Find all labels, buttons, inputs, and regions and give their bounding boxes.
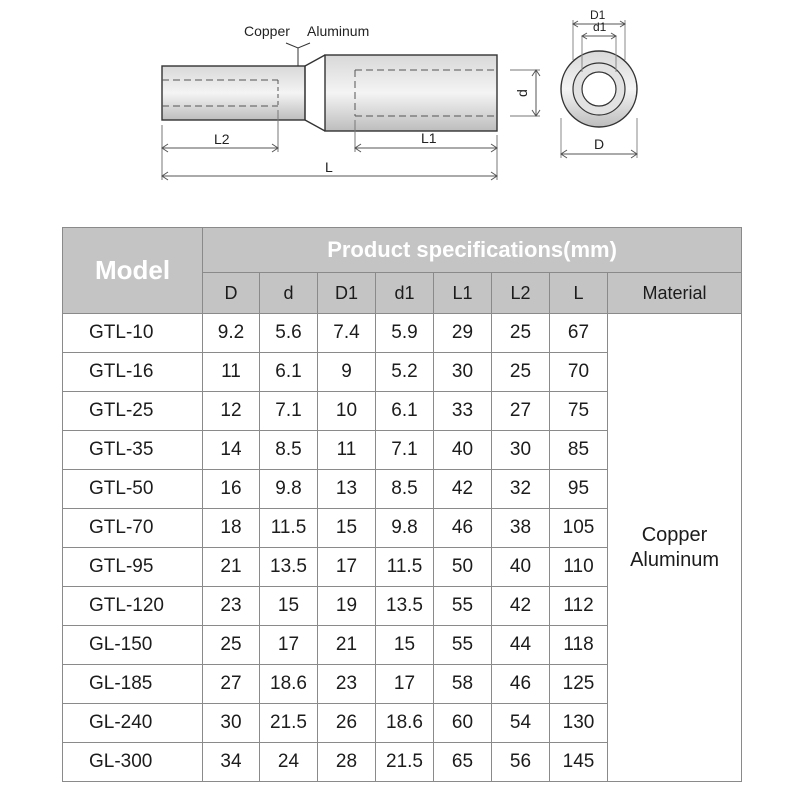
- model-cell: GL-150: [63, 626, 203, 665]
- aluminum-section: [325, 55, 497, 131]
- model-cell: GL-185: [63, 665, 203, 704]
- value-cell-d1: 21.5: [376, 743, 434, 782]
- value-cell-L: 70: [550, 353, 608, 392]
- value-cell-L2: 38: [492, 509, 550, 548]
- value-cell-L1: 29: [434, 314, 492, 353]
- value-cell-d1: 15: [376, 626, 434, 665]
- value-cell-d: 11.5: [260, 509, 318, 548]
- model-cell: GTL-95: [63, 548, 203, 587]
- col-header-L: L: [550, 273, 608, 314]
- value-cell-L1: 42: [434, 470, 492, 509]
- end-view-bore: [582, 72, 616, 106]
- value-cell-L: 67: [550, 314, 608, 353]
- value-cell-L: 145: [550, 743, 608, 782]
- value-cell-D1: 17: [318, 548, 376, 587]
- connector-drawing: [0, 0, 800, 215]
- value-cell-L2: 44: [492, 626, 550, 665]
- value-cell-L2: 56: [492, 743, 550, 782]
- value-cell-d: 18.6: [260, 665, 318, 704]
- value-cell-L1: 50: [434, 548, 492, 587]
- value-cell-D1: 26: [318, 704, 376, 743]
- copper-section: [162, 66, 305, 120]
- value-cell-L1: 65: [434, 743, 492, 782]
- value-cell-D1: 23: [318, 665, 376, 704]
- value-cell-D: 16: [203, 470, 260, 509]
- value-cell-L2: 30: [492, 431, 550, 470]
- value-cell-L: 105: [550, 509, 608, 548]
- model-cell: GTL-35: [63, 431, 203, 470]
- value-cell-d1: 18.6: [376, 704, 434, 743]
- col-header-d: d: [260, 273, 318, 314]
- value-cell-D: 21: [203, 548, 260, 587]
- col-header-d1: d1: [376, 273, 434, 314]
- col-header-D: D: [203, 273, 260, 314]
- value-cell-d1: 8.5: [376, 470, 434, 509]
- value-cell-d: 7.1: [260, 392, 318, 431]
- value-cell-L: 95: [550, 470, 608, 509]
- value-cell-L1: 60: [434, 704, 492, 743]
- value-cell-L2: 46: [492, 665, 550, 704]
- value-cell-L2: 25: [492, 314, 550, 353]
- model-cell: GTL-70: [63, 509, 203, 548]
- D1-label: D1: [590, 8, 606, 22]
- value-cell-L2: 32: [492, 470, 550, 509]
- value-cell-d1: 11.5: [376, 548, 434, 587]
- value-cell-d1: 17: [376, 665, 434, 704]
- value-cell-d1: 13.5: [376, 587, 434, 626]
- model-cell: GTL-10: [63, 314, 203, 353]
- value-cell-L2: 27: [492, 392, 550, 431]
- value-cell-D: 18: [203, 509, 260, 548]
- value-cell-d: 8.5: [260, 431, 318, 470]
- value-cell-d1: 9.8: [376, 509, 434, 548]
- value-cell-L: 125: [550, 665, 608, 704]
- value-cell-L1: 46: [434, 509, 492, 548]
- D-label: D: [594, 136, 605, 152]
- col-header-material: Material: [608, 273, 742, 314]
- material-line-aluminum: Aluminum: [630, 548, 719, 571]
- value-cell-d: 6.1: [260, 353, 318, 392]
- value-cell-L: 110: [550, 548, 608, 587]
- value-cell-d1: 7.1: [376, 431, 434, 470]
- value-cell-D: 30: [203, 704, 260, 743]
- value-cell-L2: 40: [492, 548, 550, 587]
- value-cell-d: 24: [260, 743, 318, 782]
- model-header: Model: [63, 228, 203, 314]
- value-cell-D: 23: [203, 587, 260, 626]
- value-cell-d: 21.5: [260, 704, 318, 743]
- copper-label: Copper: [244, 23, 290, 39]
- value-cell-D: 34: [203, 743, 260, 782]
- value-cell-L1: 58: [434, 665, 492, 704]
- value-cell-L1: 55: [434, 587, 492, 626]
- model-cell: GTL-50: [63, 470, 203, 509]
- value-cell-d: 9.8: [260, 470, 318, 509]
- value-cell-L: 130: [550, 704, 608, 743]
- value-cell-D1: 7.4: [318, 314, 376, 353]
- model-cell: GL-300: [63, 743, 203, 782]
- value-cell-L: 112: [550, 587, 608, 626]
- value-cell-d: 5.6: [260, 314, 318, 353]
- spec-header: Product specifications(mm): [203, 228, 742, 273]
- value-cell-L: 75: [550, 392, 608, 431]
- value-cell-L1: 55: [434, 626, 492, 665]
- value-cell-D: 14: [203, 431, 260, 470]
- value-cell-d1: 5.2: [376, 353, 434, 392]
- col-header-D1: D1: [318, 273, 376, 314]
- table-row: [63, 314, 742, 353]
- model-cell: GL-240: [63, 704, 203, 743]
- value-cell-D: 11: [203, 353, 260, 392]
- value-cell-d: 15: [260, 587, 318, 626]
- value-cell-D1: 9: [318, 353, 376, 392]
- material-cell: [608, 314, 742, 782]
- L1-label: L1: [421, 130, 437, 146]
- value-cell-L2: 42: [492, 587, 550, 626]
- value-cell-L2: 25: [492, 353, 550, 392]
- d-label: d: [514, 89, 530, 97]
- connector-diagram: [0, 0, 800, 215]
- value-cell-d1: 6.1: [376, 392, 434, 431]
- model-cell: GTL-120: [63, 587, 203, 626]
- value-cell-L1: 30: [434, 353, 492, 392]
- value-cell-D1: 28: [318, 743, 376, 782]
- value-cell-L2: 54: [492, 704, 550, 743]
- value-cell-L: 85: [550, 431, 608, 470]
- value-cell-D: 12: [203, 392, 260, 431]
- value-cell-D1: 11: [318, 431, 376, 470]
- value-cell-d: 13.5: [260, 548, 318, 587]
- L2-label: L2: [214, 131, 230, 147]
- aluminum-label: Aluminum: [307, 23, 370, 39]
- value-cell-L1: 40: [434, 431, 492, 470]
- value-cell-L1: 33: [434, 392, 492, 431]
- value-cell-D1: 15: [318, 509, 376, 548]
- spec-table: [62, 227, 742, 782]
- value-cell-L: 118: [550, 626, 608, 665]
- material-line-copper: Copper: [641, 523, 708, 546]
- value-cell-D: 25: [203, 626, 260, 665]
- value-cell-D1: 21: [318, 626, 376, 665]
- value-cell-D1: 19: [318, 587, 376, 626]
- model-cell: GTL-16: [63, 353, 203, 392]
- value-cell-d: 17: [260, 626, 318, 665]
- col-header-L2: L2: [492, 273, 550, 314]
- value-cell-D: 9.2: [203, 314, 260, 353]
- value-cell-d1: 5.9: [376, 314, 434, 353]
- value-cell-D: 27: [203, 665, 260, 704]
- model-cell: GTL-25: [63, 392, 203, 431]
- value-cell-D1: 13: [318, 470, 376, 509]
- d1-label: d1: [593, 20, 607, 34]
- spec-table-body: [63, 314, 742, 782]
- value-cell-D1: 10: [318, 392, 376, 431]
- L-label: L: [325, 159, 333, 175]
- col-header-L1: L1: [434, 273, 492, 314]
